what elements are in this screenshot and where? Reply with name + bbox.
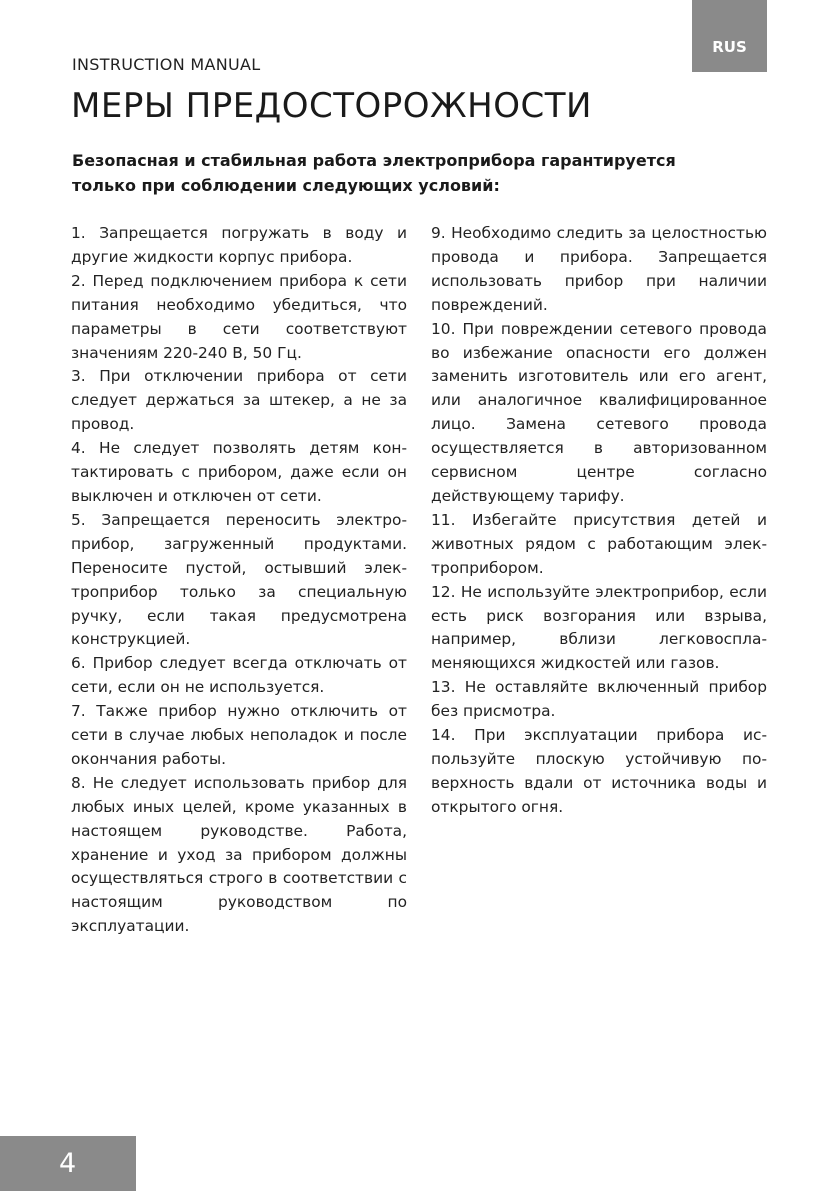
- language-label: RUS: [712, 38, 747, 56]
- precaution-item: 7. Также прибор нужно отключить от сети в случае любых неполадок и после окончания работы.: [71, 702, 407, 768]
- precaution-item: 9. Необходимо следить за целостностью провода и прибора. Запрещается использовать прибор при наличии повреждений.: [431, 224, 767, 314]
- manual-label: INSTRUCTION MANUAL: [72, 55, 261, 74]
- precaution-item: 4. Не следует позволять детям контактировать с прибором, даже если он выключен и отключен от сети.: [71, 439, 407, 505]
- language-tab: [692, 0, 767, 72]
- precaution-item: 12. Не используйте электроприбор, если есть риск возгорания или взрыва, например, вблизи легковоспламеняющихся жидкостей или газов.: [431, 582, 767, 673]
- precaution-item: 6. Прибор следует всегда отключать от сети, если он не используется.: [71, 654, 407, 697]
- page-title: МЕРЫ ПРЕДОСТОРОЖНОСТИ: [71, 86, 592, 126]
- precaution-item: 8. Не следует использовать прибор для любых иных целей, кроме указанных в настоящем руководстве. Работа, хранение и уход за прибором должны осуществляться строго в соответствии с настоящим руководством по эксплуатации.: [71, 773, 407, 936]
- precaution-item: 14. При эксплуатации прибора используйте плоскую устойчивую поверхность вдали от источника воды и открытого огня.: [431, 726, 767, 816]
- page-number: 4: [59, 1148, 77, 1179]
- precaution-item: 11. Избегайте присутствия детей и животных рядом с работающим электроприбором.: [431, 510, 767, 577]
- precaution-item: 2. Перед подключением прибора к сети питания необходимо убедиться, что параметры в сети соответствуют значениям 220-240 В, 50 Гц.: [71, 271, 407, 362]
- precaution-item: 10. При повреждении сетевого провода во избежание опасности его должен заменить изготовитель или его агент, или аналогичное квалифицированное лицо. Замена сетевого провода осуществляется в авторизованном сервисном центре согласно действующему тарифу.: [431, 319, 767, 505]
- left-column: [71, 222, 407, 939]
- intro-text: Безопасная и стабильная работа электроприбора гарантируется только при соблюдении следующих условий:: [72, 151, 676, 195]
- right-column: [431, 222, 767, 820]
- precaution-item: 3. При отключении прибора от сети следует держаться за штекер, а не за провод.: [71, 367, 407, 434]
- precaution-item: 5. Запрещается переносить электроприбор, загруженный продуктами. Переносите пустой, остывший электроприбор только за специальную ручку, если такая предусмотрена конструкцией.: [71, 510, 407, 649]
- page-number-box: [0, 1136, 136, 1191]
- precaution-item: 1. Запрещается погружать в воду и другие жидкости корпус прибора.: [71, 224, 407, 266]
- precaution-item: 13. Не оставляйте включенный прибор без присмотра.: [431, 678, 767, 721]
